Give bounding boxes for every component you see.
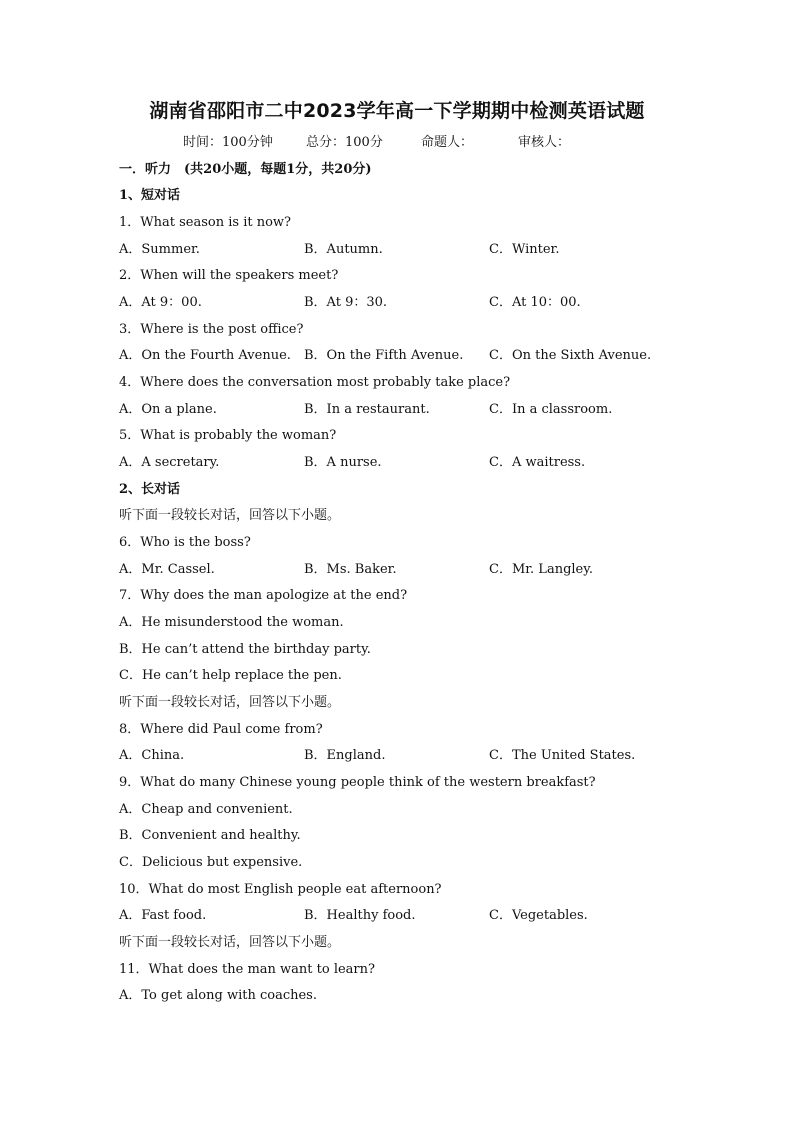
q2-option-c: C．At 10：00.	[489, 295, 581, 310]
exam-reviewer: 审核人：	[518, 135, 571, 150]
exam-title: 湖南省邵阳市二中2023学年高一下学期期中检测英语试题	[149, 100, 645, 122]
q7-option-c: C．He can’t help replace the pen.	[119, 668, 342, 683]
q2-option-b: B．At 9：30.	[304, 295, 388, 310]
exam-time: 时间：100分钟	[183, 135, 273, 150]
question-2: 2．When will the speakers meet?	[119, 268, 339, 283]
question-11: 11．What does the man want to learn?	[119, 962, 375, 977]
q1-option-c: C．Winter.	[489, 242, 560, 257]
instruction-2: 听下面一段较长对话，回答以下小题。	[119, 695, 341, 710]
q6-option-b: B．Ms. Baker.	[304, 562, 397, 577]
question-4: 4．Where does the conversation most probably take place?	[119, 375, 511, 390]
question-8: 8．Where did Paul come from?	[119, 722, 323, 737]
exam-total-score: 总分：100分	[306, 135, 383, 150]
q3-option-b: B．On the Fifth Avenue.	[304, 348, 464, 363]
q3-option-c: C．On the Sixth Avenue.	[489, 348, 652, 363]
q4-option-a: A．On a plane.	[119, 402, 217, 417]
instruction-3: 听下面一段较长对话，回答以下小题。	[119, 935, 341, 950]
question-3: 3．Where is the post office?	[119, 322, 304, 337]
q9-option-a: A．Cheap and convenient.	[119, 802, 293, 817]
q10-option-b: B．Healthy food.	[304, 908, 416, 923]
q5-option-c: C．A waitress.	[489, 455, 586, 470]
exam-author: 命题人：	[421, 135, 474, 150]
section-heading-listening: 一．听力 (共20小题，每题1分，共20分)	[119, 162, 372, 177]
question-7: 7．Why does the man apologize at the end?	[119, 588, 408, 603]
q11-option-a: A．To get along with coaches.	[119, 988, 317, 1003]
question-10: 10．What do most English people eat afternoon?	[119, 882, 442, 897]
q3-option-a: A．On the Fourth Avenue.	[119, 348, 291, 363]
q7-option-b: B．He can’t attend the birthday party.	[119, 642, 371, 657]
q5-option-b: B．A nurse.	[304, 455, 382, 470]
part-heading-short-dialogues: 1、短对话	[119, 188, 181, 203]
q4-option-c: C．In a classroom.	[489, 402, 613, 417]
q10-option-c: C．Vegetables.	[489, 908, 588, 923]
question-5: 5．What is probably the woman?	[119, 428, 337, 443]
q6-option-c: C．Mr. Langley.	[489, 562, 593, 577]
q2-option-a: A．At 9：00.	[119, 295, 202, 310]
q4-option-b: B．In a restaurant.	[304, 402, 430, 417]
question-6: 6．Who is the boss?	[119, 535, 251, 550]
q7-option-a: A．He misunderstood the woman.	[119, 615, 344, 630]
q10-option-a: A．Fast food.	[119, 908, 207, 923]
instruction-1: 听下面一段较长对话，回答以下小题。	[119, 508, 341, 523]
question-1: 1．What season is it now?	[119, 215, 292, 230]
q8-option-a: A．China.	[119, 748, 185, 763]
q9-option-b: B．Convenient and healthy.	[119, 828, 301, 843]
q5-option-a: A．A secretary.	[119, 455, 220, 470]
q1-option-a: A．Summer.	[119, 242, 200, 257]
q8-option-c: C．The United States.	[489, 748, 636, 763]
q1-option-b: B．Autumn.	[304, 242, 383, 257]
q8-option-b: B．England.	[304, 748, 386, 763]
q6-option-a: A．Mr. Cassel.	[119, 562, 215, 577]
q9-option-c: C．Delicious but expensive.	[119, 855, 303, 870]
question-9: 9．What do many Chinese young people think of the western breakfast?	[119, 775, 596, 790]
part-heading-long-dialogues: 2、长对话	[119, 482, 181, 497]
